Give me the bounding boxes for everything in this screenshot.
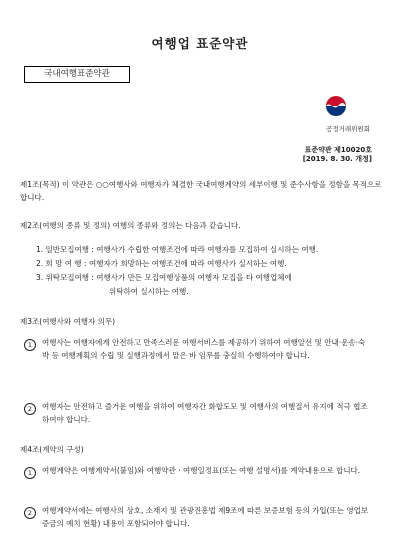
organization-name: 공정거래위원회 (326, 125, 370, 133)
standard-number: 표준약관 제10020호 (304, 146, 372, 154)
paragraph-number-circle: 2 (24, 403, 36, 415)
paragraph-number-circle: 1 (24, 339, 36, 351)
article-2-title: 제2조(여행의 종류 및 정의) 여행의 종류와 정의는 다음과 같습니다. (20, 221, 241, 230)
article-3-paragraph-2: 여행자는 안전하고 즐거운 여행을 위하여 여행자간 화합도모 및 여행사의 여행질서 유지에 적극 협조하여야 합니다. (42, 402, 368, 424)
document-title: 여행업 표준약관 (151, 36, 249, 51)
document-label-box: 국내여행표준약관 (24, 66, 130, 83)
article-3-title: 제3조(여행사와 여행자 의무) (20, 317, 116, 326)
article-3-paragraph-1: 여행사는 여행자에게 안전하고 만족스러운 여행서비스를 제공하기 위하여 여행알선 및 안내·운송·숙박 등 여행계획의 수립 및 실행과정에서 맡은 바 임무를 충실히 수행하여야 합니다. (42, 338, 366, 360)
article-4-title: 제4조(계약의 구성) (20, 445, 84, 454)
article-2-item-1: 1. 일반모집여행 : 여행사가 수립한 여행조건에 따라 여행자를 모집하여 실시하는 여행. (36, 245, 319, 254)
article-4-paragraph-2: 여행계약서에는 여행사의 상호, 소재지 및 관광진흥법 제9조에 따른 보증보험 등의 가입(또는 영업보증금의 예치 현황) 내용이 포함되어야 합니다. (42, 506, 369, 528)
paragraph-number-circle: 1 (24, 467, 36, 479)
paragraph-number-circle: 2 (24, 507, 36, 519)
article-2-item-3-continued: 위탁하여 실시하는 여행. (109, 287, 189, 296)
standard-date: [2019. 8. 30. 개정] (302, 155, 372, 163)
article-2-item-2: 2. 희 망 여 행 : 여행자가 희망하는 여행조건에 따라 여행사가 실시하는 여행. (36, 259, 287, 268)
article-1: 제1조(목적) 이 약관은 ○○여행사와 여행자가 체결한 국내여행계약의 세부이행 및 준수사항을 정함을 목적으로 합니다. (20, 180, 382, 202)
article-2-item-3: 3. 위탁모집여행 : 여행사가 만든 모집여행상품의 여행자 모집을 타 여행업체에 (36, 273, 292, 282)
government-emblem-icon (322, 92, 350, 120)
article-4-paragraph-1: 여행계약은 여행계약서(붙임)와 여행약관ㆍ여행일정표(또는 여행 설명서)를 계약내용으로 합니다. (42, 466, 361, 475)
standard-info (270, 146, 372, 164)
